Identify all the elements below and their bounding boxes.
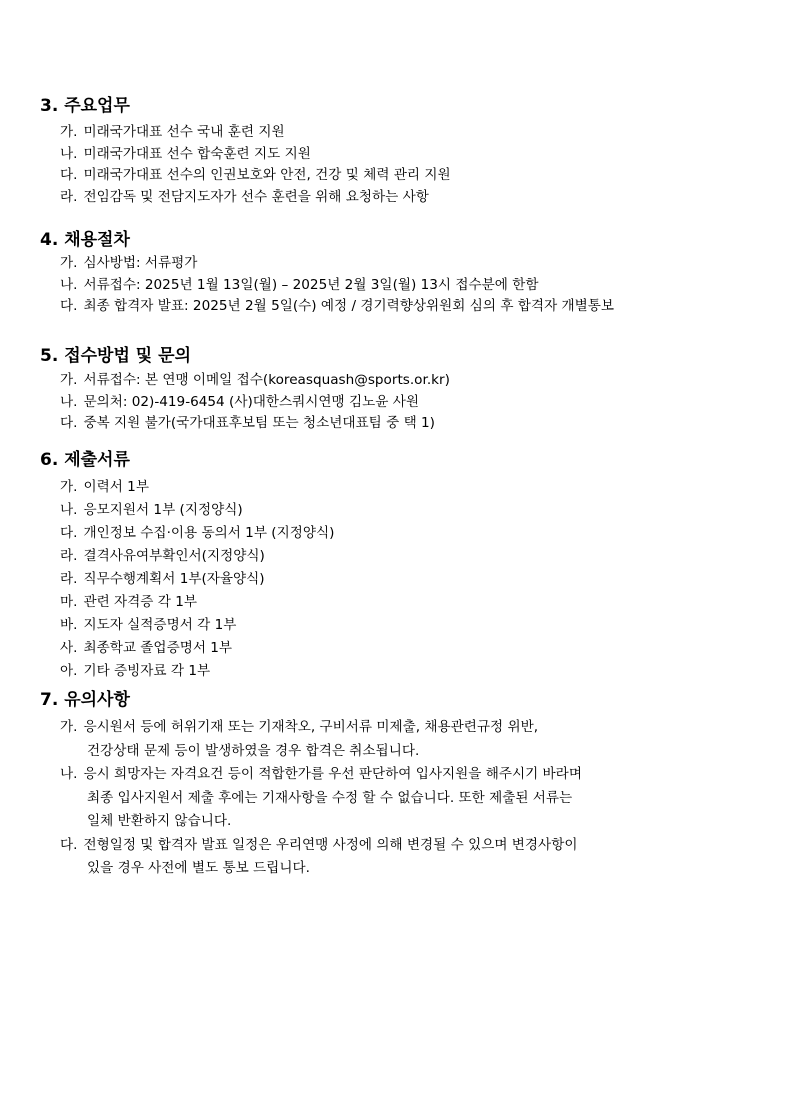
item-text: 관련 자격증 각 1부 [83, 594, 197, 610]
item-list [40, 370, 760, 435]
item-marker: 가. [60, 479, 78, 495]
item-text: 응시 희망자는 자격요건 등이 적합한가를 우선 판단하여 입사지원을 해주시기 바라며 [83, 766, 582, 782]
list-item [40, 253, 760, 275]
item-marker: 다. [60, 298, 78, 314]
item-marker: 가. [60, 124, 78, 140]
item-text: 전임감독 및 전담지도자가 선수 훈련을 위해 요청하는 사항 [83, 188, 429, 205]
item-line-continuation: 건강상태 문제 등이 발생하였을 경우 합격은 취소됩니다. [87, 742, 420, 759]
item-marker: 다. [60, 415, 78, 431]
item-line [60, 716, 760, 740]
section-heading: 7. 유의사항 [40, 690, 130, 710]
item-marker: 바. [60, 617, 78, 633]
section-application-contact [40, 346, 760, 435]
item-text: 지도자 실적증명서 각 1부 [83, 617, 237, 633]
list-item [40, 614, 760, 637]
item-text: 미래국가대표 선수의 인권보호와 안전, 건강 및 체력 관리 지원 [83, 167, 451, 183]
item-marker: 나. [60, 276, 78, 293]
item-text: 개인정보 수집·이용 동의서 1부 (지정양식) [83, 525, 335, 541]
item-marker: 가. [60, 719, 78, 735]
list-item [40, 545, 760, 568]
item-marker: 가. [60, 255, 78, 271]
item-marker: 다. [60, 836, 78, 853]
section-heading: 3. 주요업무 [40, 96, 130, 116]
list-item [40, 499, 760, 522]
item-text: 응시원서 등에 허위기재 또는 기재착오, 구비서류 미제출, 채용관련규정 위반, [83, 719, 539, 735]
item-marker: 다. [60, 167, 78, 183]
item-text: 미래국가대표 선수 합숙훈련 지도 지원 [83, 145, 311, 162]
list-item [40, 637, 760, 660]
item-marker: 나. [60, 502, 78, 518]
item-text: 기타 증빙자료 각 1부 [83, 663, 211, 679]
item-text: 최종학교 졸업증명서 1부 [83, 640, 233, 656]
item-text: 최종 합격자 발표: 2025년 2월 5일(수) 예정 / 경기력향상위원회 심의 후 합격자 개별통보 [83, 298, 615, 314]
section-heading: 5. 접수방법 및 문의 [40, 346, 191, 366]
section-heading: 6. 제출서류 [40, 450, 130, 470]
list-item [40, 296, 760, 318]
section-heading: 4. 채용절차 [40, 230, 130, 250]
list-item [40, 187, 760, 209]
item-text: 직무수행계획서 1부(자율양식) [83, 571, 265, 587]
item-line-continuation: 일체 반환하지 않습니다. [87, 813, 232, 829]
section-required-documents [40, 450, 760, 683]
item-text: 서류접수: 2025년 1월 13일(월) – 2025년 2월 3일(월) 13시 접수분에 한함 [83, 276, 539, 293]
item-marker: 마. [60, 594, 78, 610]
item-line-continuation: 최종 입사지원서 제출 후에는 기재사항을 수정 할 수 없습니다. 또한 제출된 서류는 [87, 789, 573, 806]
item-marker: 사. [60, 640, 78, 656]
section-main-duties [40, 96, 760, 208]
list-item [40, 568, 760, 591]
section-notes [40, 690, 760, 881]
list-item [40, 392, 760, 414]
list-item [40, 165, 760, 187]
item-line [60, 763, 760, 787]
item-marker: 다. [60, 525, 78, 541]
list-item [40, 763, 760, 834]
item-text: 문의처: 02)-419-6454 (사)대한스쿼시연맹 김노윤 사원 [83, 393, 419, 410]
list-item [40, 716, 760, 763]
item-text: 이력서 1부 [83, 479, 149, 495]
item-line [60, 834, 760, 858]
item-line-continuation: 있을 경우 사전에 별도 통보 드립니다. [87, 860, 310, 876]
list-item [40, 591, 760, 614]
list-item [40, 476, 760, 499]
item-marker: 라. [60, 571, 78, 587]
item-text: 응모지원서 1부 (지정양식) [83, 502, 243, 518]
item-text: 전형일정 및 합격자 발표 일정은 우리연맹 사정에 의해 변경될 수 있으며 변경사항이 [83, 836, 578, 853]
item-marker: 나. [60, 145, 78, 162]
item-list [40, 716, 760, 881]
item-marker: 라. [60, 548, 78, 564]
item-marker: 가. [60, 372, 78, 388]
item-text: 심사방법: 서류평가 [83, 255, 198, 271]
list-item [40, 660, 760, 683]
item-list [40, 253, 760, 318]
item-text: 서류접수: 본 연맹 이메일 접수(koreasquash@sports.or.kr) [83, 372, 450, 388]
item-text: 중복 지원 불가(국가대표후보팀 또는 청소년대표팀 중 택 1) [83, 415, 435, 431]
list-item [40, 413, 760, 435]
item-marker: 아. [60, 663, 78, 679]
item-text: 미래국가대표 선수 국내 훈련 지원 [83, 124, 285, 140]
list-item [40, 144, 760, 166]
item-list [40, 122, 760, 208]
item-text: 결격사유여부확인서(지정양식) [83, 548, 265, 564]
item-marker: 나. [60, 393, 78, 410]
list-item [40, 275, 760, 297]
list-item [40, 370, 760, 392]
item-marker: 나. [60, 766, 78, 782]
list-item [40, 122, 760, 144]
item-marker: 라. [60, 188, 78, 205]
section-hiring-process [40, 230, 760, 318]
list-item [40, 834, 760, 881]
list-item [40, 522, 760, 545]
item-list [40, 476, 760, 683]
